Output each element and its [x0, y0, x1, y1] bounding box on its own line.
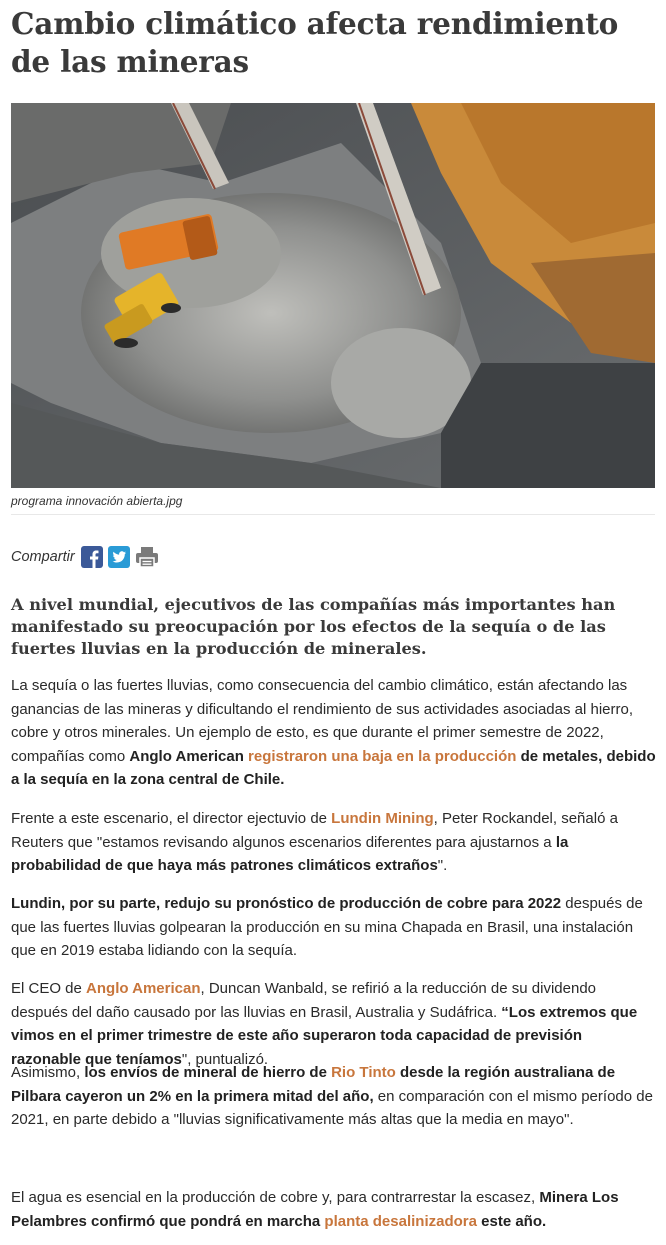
divider — [11, 514, 655, 515]
bold-text: Minera Los Pelambres confirmó que pondrá en marcha — [11, 1189, 619, 1230]
paragraph-1 — [11, 674, 656, 792]
article-title: Cambio climático afecta rendimiento de las mineras — [11, 6, 619, 79]
text: después de que las fuertes lluvias golpearan la producción en su mina Chapada en Brasil, una instalación que en 2019 estaba lidiando con la sequía. — [11, 895, 643, 959]
paragraph-5 — [11, 1061, 656, 1132]
text: , Peter Rockandel, señaló a Reuters que "estamos revisando algunos escenarios diferentes para ajustarnos a — [11, 810, 618, 851]
image-caption: programa innovación abierta.jpg — [11, 494, 183, 508]
twitter-icon[interactable] — [108, 546, 130, 568]
share-bar — [11, 544, 162, 570]
text: en comparación con el mismo período de 2021, en parte debido a "lluvias significativamente más altas que la media en mayo". — [11, 1087, 653, 1128]
facebook-icon[interactable] — [81, 546, 103, 568]
bold-text: este año. — [476, 1212, 547, 1230]
paragraph-2 — [11, 807, 656, 878]
link-lundin-mining[interactable]: Lundin Mining — [331, 810, 434, 827]
bold-text: la probabilidad de que haya más patrones climáticos extraños — [11, 833, 569, 874]
text: El agua es esencial en la producción de cobre y, para contrarrestar la escasez, — [11, 1189, 540, 1206]
link-planta-desalinizadora[interactable]: planta desalinizadora — [324, 1212, 477, 1230]
bold-text: los envíos de mineral de hierro de — [84, 1064, 332, 1081]
paragraph-3 — [11, 892, 656, 963]
bold-text: desde la región australiana de Pilbara cayeron un 2% en la primera mitad del año, — [11, 1064, 616, 1105]
text: ". — [437, 857, 448, 874]
text: Asimismo, — [11, 1064, 85, 1081]
text: El CEO de — [11, 980, 87, 997]
link-rio-tinto[interactable]: Rio Tinto — [331, 1064, 396, 1081]
article-lead: A nivel mundial, ejecutivos de las compañías más importantes han manifestado su preocupación por los efectos de la sequía o de las fuertes lluvias en la producción de minerales. — [11, 595, 616, 658]
link-registraron-baja[interactable]: registraron una baja en la producción — [248, 747, 517, 765]
share-label: Compartir — [11, 549, 75, 565]
bold-text: de metales, debido a la sequía en la zona central de Chile. — [11, 747, 656, 788]
paragraph-4 — [11, 977, 656, 1071]
bold-text: “Los extremos que vimos en el primer trimestre de este año superaron toda capacidad de previsión razonable que teníamos — [11, 1003, 638, 1068]
paragraph-6 — [11, 1186, 656, 1233]
link-anglo-american[interactable]: Anglo American — [86, 980, 201, 997]
text: La sequía o las fuertes lluvias, como consecuencia del cambio climático, están afectando las ganancias de las mineras y dificultando el rendimiento de sus actividades asociadas al hierro, cobre y otros minerales. Un ejemplo de esto, es que durante el primer semestre de 2022, compañías como — [11, 677, 634, 765]
article-hero-image — [11, 103, 655, 488]
text: , Duncan Wanbald, se refirió a la reducción de su dividendo después del daño causado por las lluvias en Brasil, Australia y Sudáfrica. — [11, 980, 597, 1021]
bold-text: Lundin, por su parte, redujo su pronóstico de producción de cobre para 2022 — [11, 895, 562, 912]
print-icon[interactable] — [135, 546, 157, 568]
text: Frente a este escenario, el director ejectuvio de — [11, 810, 332, 827]
text: ", puntualizó. — [181, 1050, 269, 1068]
bold-text: Anglo American — [129, 747, 244, 765]
